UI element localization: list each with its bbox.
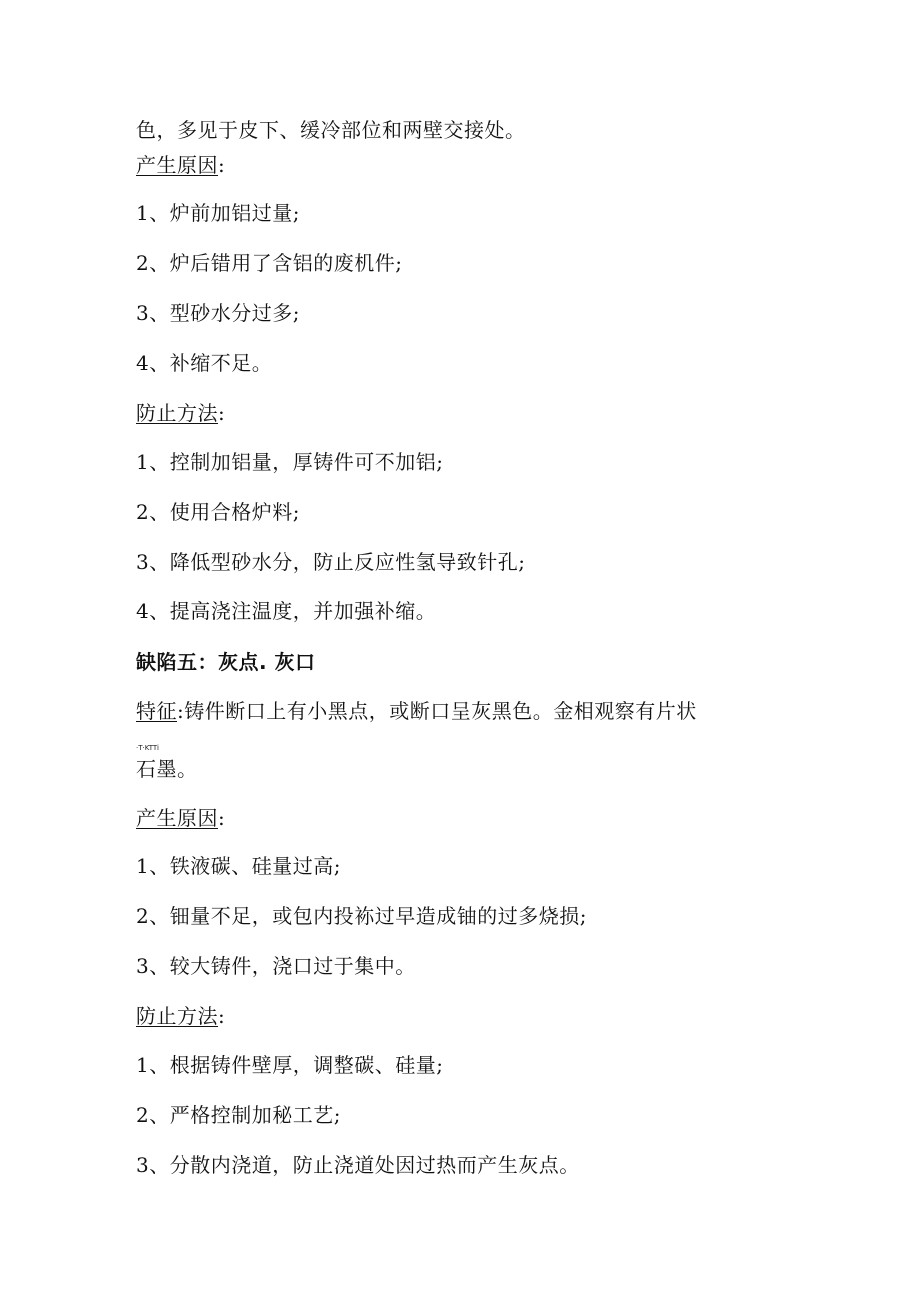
list-item [136, 250, 402, 276]
item-text: 1、铁液碳、硅量过高; [136, 854, 341, 878]
heading-text: 防止方法 [136, 401, 218, 425]
list-item [136, 853, 341, 879]
heading-colon: : [218, 806, 226, 830]
list-item [136, 549, 525, 575]
list-item [136, 499, 300, 525]
list-item [136, 1102, 341, 1128]
text-line-1 [136, 117, 526, 143]
feature-text: :铸件断口上有小黑点，或断口呈灰黑色。金相观察有片状 [177, 699, 697, 723]
item-text: 3、较大铸件，浇口过于集中。 [136, 954, 416, 978]
list-item [136, 1152, 580, 1178]
item-text: 2、使用合格炉料; [136, 500, 300, 524]
line-text: 石墨。 [136, 757, 198, 781]
defect-heading [136, 649, 316, 675]
list-item [136, 300, 300, 326]
feature-label: 特征 [136, 699, 177, 723]
defect-title: 缺陷五：灰点. 灰口 [136, 650, 316, 674]
heading-text: 产生原因 [136, 153, 218, 177]
section-heading-causes [136, 152, 225, 178]
item-text: 4、补缩不足。 [136, 351, 273, 375]
heading-colon: : [218, 153, 226, 177]
item-text: 1、炉前加铝过量; [136, 201, 300, 225]
item-text: 1、控制加铝量，厚铸件可不加铝; [136, 450, 444, 474]
heading-colon: : [218, 401, 226, 425]
section-heading-prevention [136, 1003, 225, 1029]
section-heading-causes [136, 805, 225, 831]
list-item [136, 598, 436, 624]
list-item [136, 953, 416, 979]
scan-artifact-text [136, 744, 159, 752]
item-text: 2、钿量不足，或包内投袮过早造成铀的过多烧损; [136, 904, 587, 928]
item-text: 2、炉后错用了含铝的废机件; [136, 251, 403, 275]
item-text: 3、降低型砂水分，防止反应性氢导致针孔; [136, 550, 526, 574]
heading-colon: : [218, 1004, 226, 1028]
list-item [136, 903, 587, 929]
section-heading-prevention [136, 400, 225, 426]
heading-text: 产生原因 [136, 806, 218, 830]
list-item [136, 449, 443, 475]
artifact-text: ·T·KTTi [136, 744, 159, 752]
list-item [136, 1052, 443, 1078]
item-text: 3、型砂水分过多; [136, 301, 300, 325]
item-text: 1、根据铸件壁厚，调整碳、硅量; [136, 1053, 444, 1077]
item-text: 3、分散内浇道，防止浇道处因过热而产生灰点。 [136, 1153, 580, 1177]
line-text: 色，多见于皮下、缓冷部位和两壁交接处。 [136, 118, 526, 142]
heading-text: 防止方法 [136, 1004, 218, 1028]
list-item [136, 350, 272, 376]
list-item [136, 200, 300, 226]
text-line-continuation [136, 756, 198, 782]
item-text: 2、严格控制加秘工艺; [136, 1103, 341, 1127]
item-text: 4、提高浇注温度，并加强补缩。 [136, 599, 437, 623]
feature-paragraph [136, 698, 697, 724]
